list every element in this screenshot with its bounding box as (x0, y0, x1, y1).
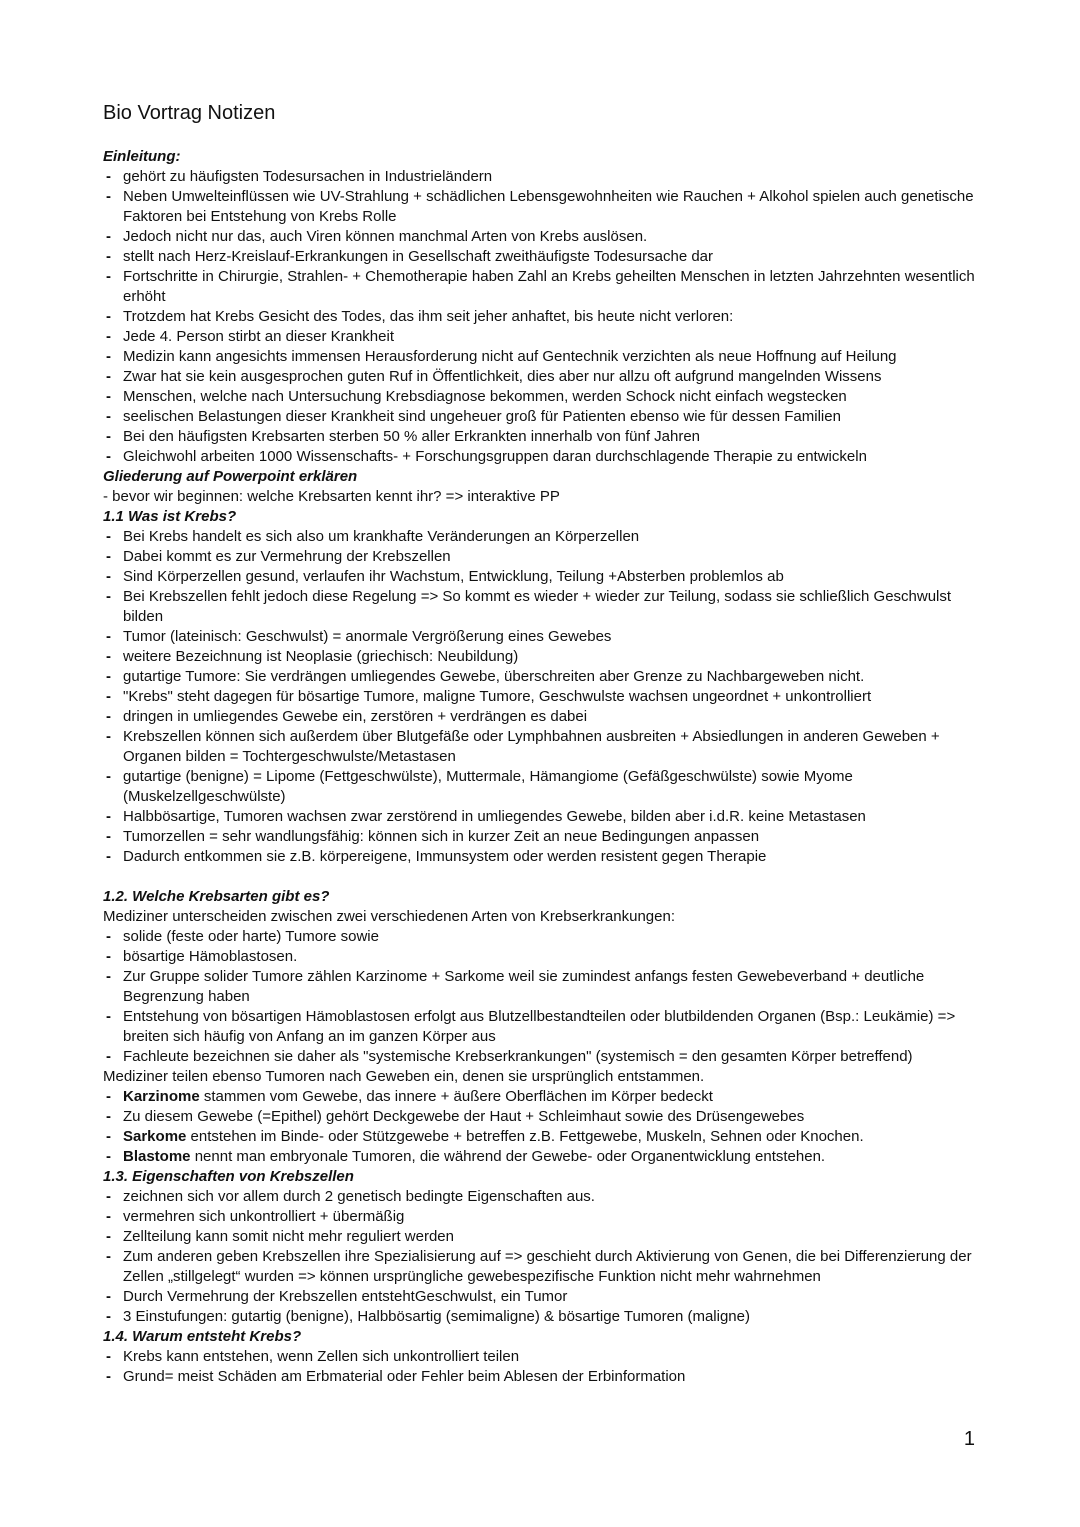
page-number: 1 (963, 1428, 975, 1450)
list-item: - Zellteilung kann somit nicht mehr reguliert werden (103, 1227, 993, 1247)
section-heading-1-4: 1.4. Warum entsteht Krebs? (103, 1328, 302, 1345)
list-item: - Sind Körperzellen gesund, verlaufen ihr Wachstum, Entwicklung, Teilung +Absterben problemlos ab (103, 567, 993, 587)
section-1-2-list-2 (103, 1087, 993, 1167)
list-item: - Krebszellen können sich außerdem über Blutgefäße oder Lymphbahnen ausbreiten + Absiedlungen in anderen Geweben + Organen bilden = Tochtergeschwulste/Metastasen (103, 727, 993, 767)
section-1-3-list (103, 1187, 993, 1327)
list-item: - Durch Vermehrung der Krebszellen entstehtGeschwulst, ein Tumor (103, 1287, 993, 1307)
section-1-1-list (103, 527, 993, 867)
list-item: - Entstehung von bösartigen Hämoblastosen erfolgt aus Blutzellbestandteilen oder blutbildenden Organen (Bsp.: Leukämie) => breiten sich häufig von Anfang an im ganzen Körper aus (103, 1007, 993, 1047)
section-heading-gliederung: Gliederung auf Powerpoint erklären (103, 468, 358, 485)
list-item: - Fortschritte in Chirurgie, Strahlen- + Chemotherapie haben Zahl an Krebs geheilten Menschen in letzten Jahrzehnten wesentlich erhöht (103, 267, 993, 307)
list-item: - seelischen Belastungen dieser Krankheit sind ungeheuer groß für Patienten ebenso wie für dessen Familien (103, 407, 993, 427)
list-item: - Jedoch nicht nur das, auch Viren können manchmal Arten von Krebs auslösen. (103, 227, 993, 247)
term-text: Zu diesem Gewebe (=Epithel) gehört Deckgewebe der Haut + Schleimhaut sowie des Drüsengewebes (123, 1108, 805, 1125)
list-item: - Zwar hat sie kein ausgesprochen guten Ruf in Öffentlichkeit, dies aber nur allzu oft aufgrund mangelnden Wissens (103, 367, 993, 387)
list-item: - zeichnen sich vor allem durch 2 genetisch bedingte Eigenschaften aus. (103, 1187, 993, 1207)
list-item: - Tumor (lateinisch: Geschwulst) = anormale Vergrößerung eines Gewebes (103, 627, 993, 647)
list-item: - gutartige (benigne) = Lipome (Fettgeschwülste), Muttermale, Hämangiome (Gefäßgeschwülste) sowie Myome (Muskelzellgeschwülste) (103, 767, 993, 807)
list-item: - Tumorzellen = sehr wandlungsfähig: können sich in kurzer Zeit an neue Bedingungen anpassen (103, 827, 993, 847)
list-item: - vermehren sich unkontrolliert + übermäßig (103, 1207, 993, 1227)
list-item: - "Krebs" steht dagegen für bösartige Tumore, maligne Tumore, Geschwulste wachsen ungeordnet + unkontrolliert (103, 687, 993, 707)
term-text: entstehen im Binde- oder Stützgewebe + betreffen z.B. Fettgewebe, Muskeln, Sehnen oder Knochen. (186, 1128, 864, 1145)
list-item: - dringen in umliegendes Gewebe ein, zerstören + verdrängen es dabei (103, 707, 993, 727)
notes-body (103, 147, 993, 1387)
section-heading-1-1: 1.1 Was ist Krebs? (103, 508, 237, 525)
list-item: - Zum anderen geben Krebszellen ihre Spezialisierung auf => geschieht durch Aktivierung von Genen, die bei Differenzierung der Zellen „stillgelegt“ wurden => können ursprüngliche gewebespezifische Funktion nicht mehr wahrnehmen (103, 1247, 993, 1287)
list-item: - 3 Einstufungen: gutartig (benigne), Halbbösartig (semimaligne) & bösartige Tumoren (maligne) (103, 1307, 993, 1327)
section-1-2-intro: Mediziner unterscheiden zwischen zwei verschiedenen Arten von Krebserkrankungen: (103, 908, 675, 925)
list-item: - Jede 4. Person stirbt an dieser Krankheit (103, 327, 993, 347)
list-item: - bösartige Hämoblastosen. (103, 947, 993, 967)
list-item: - Zur Gruppe solider Tumore zählen Karzinome + Sarkome weil sie zumindest anfangs festen Gewebeverband + deutliche Begrenzung haben (103, 967, 993, 1007)
list-item: - gutartige Tumore: Sie verdrängen umliegendes Gewebe, überschreiten aber Grenze zu Nachbargeweben nicht. (103, 667, 993, 687)
list-item: - Trotzdem hat Krebs Gesicht des Todes, das ihm seit jeher anhaftet, bis heute nicht verloren: (103, 307, 993, 327)
list-item: - stellt nach Herz-Kreislauf-Erkrankungen in Gesellschaft zweithäufigste Todesursache dar (103, 247, 993, 267)
list-item: - gehört zu häufigsten Todesursachen in Industrieländern (103, 167, 993, 187)
section-1-4-list (103, 1347, 993, 1387)
term-bold: Blastome (123, 1148, 191, 1165)
list-item: - Menschen, welche nach Untersuchung Krebsdiagnose bekommen, werden Schock nicht einfach wegstecken (103, 387, 993, 407)
blank-line (103, 867, 993, 887)
section-1-2-intro-2: Mediziner teilen ebenso Tumoren nach Geweben ein, denen sie ursprünglich entstammen. (103, 1068, 705, 1085)
list-item: - Grund= meist Schäden am Erbmaterial oder Fehler beim Ablesen der Erbinformation (103, 1367, 993, 1387)
section-heading-1-2: 1.2. Welche Krebsarten gibt es? (103, 888, 330, 905)
einleitung-list (103, 167, 993, 467)
page-title: Bio Vortrag Notizen (103, 102, 276, 124)
list-item: - Bei Krebs handelt es sich also um krankhafte Veränderungen an Körperzellen (103, 527, 993, 547)
section-heading-einleitung: Einleitung: (103, 148, 181, 165)
term-text: stammen vom Gewebe, das innere + äußere Oberflächen im Körper bedeckt (199, 1088, 713, 1105)
list-item (103, 1147, 993, 1167)
list-item: - Gleichwohl arbeiten 1000 Wissenschafts- + Forschungsgruppen daran durchschlagende Therapie zu entwickeln (103, 447, 993, 467)
section-heading-1-3: 1.3. Eigenschaften von Krebszellen (103, 1168, 354, 1185)
list-item: - Fachleute bezeichnen sie daher als "systemische Krebserkrankungen" (systemisch = den gesamten Körper betreffend) (103, 1047, 993, 1067)
list-item: - Medizin kann angesichts immensen Herausforderung nicht auf Gentechnik verzichten als neue Hoffnung auf Heilung (103, 347, 993, 367)
list-item: - Bei Krebszellen fehlt jedoch diese Regelung => So kommt es wieder + wieder zur Teilung, sodass sie schließlich Geschwulst bilden (103, 587, 993, 627)
list-item (103, 1127, 993, 1147)
list-item (103, 1087, 993, 1107)
list-item (103, 1107, 993, 1127)
section-1-2-list (103, 927, 993, 1067)
term-bold: Sarkome (123, 1128, 187, 1145)
list-item: - Neben Umwelteinflüssen wie UV-Strahlung + schädlichen Lebensgewohnheiten wie Rauchen + Alkohol spielen auch genetische Faktoren bei Entstehung von Krebs Rolle (103, 187, 993, 227)
list-item: - Krebs kann entstehen, wenn Zellen sich unkontrolliert teilen (103, 1347, 993, 1367)
term-text: nennt man embryonale Tumoren, die während der Gewebe- oder Organentwicklung entstehen. (190, 1148, 826, 1165)
list-item: - weitere Bezeichnung ist Neoplasie (griechisch: Neubildung) (103, 647, 993, 667)
list-item: - solide (feste oder harte) Tumore sowie (103, 927, 993, 947)
gliederung-line: - bevor wir beginnen: welche Krebsarten kennt ihr? => interaktive PP (103, 488, 560, 505)
term-bold: Karzinome (123, 1088, 200, 1105)
list-item: - Dabei kommt es zur Vermehrung der Krebszellen (103, 547, 993, 567)
list-item: - Dadurch entkommen sie z.B. körpereigene, Immunsystem oder werden resistent gegen Therapie (103, 847, 993, 867)
list-item: - Halbbösartige, Tumoren wachsen zwar zerstörend in umliegendes Gewebe, bilden aber i.d.R. keine Metastasen (103, 807, 993, 827)
list-item: - Bei den häufigsten Krebsarten sterben 50 % aller Erkrankten innerhalb von fünf Jahren (103, 427, 993, 447)
